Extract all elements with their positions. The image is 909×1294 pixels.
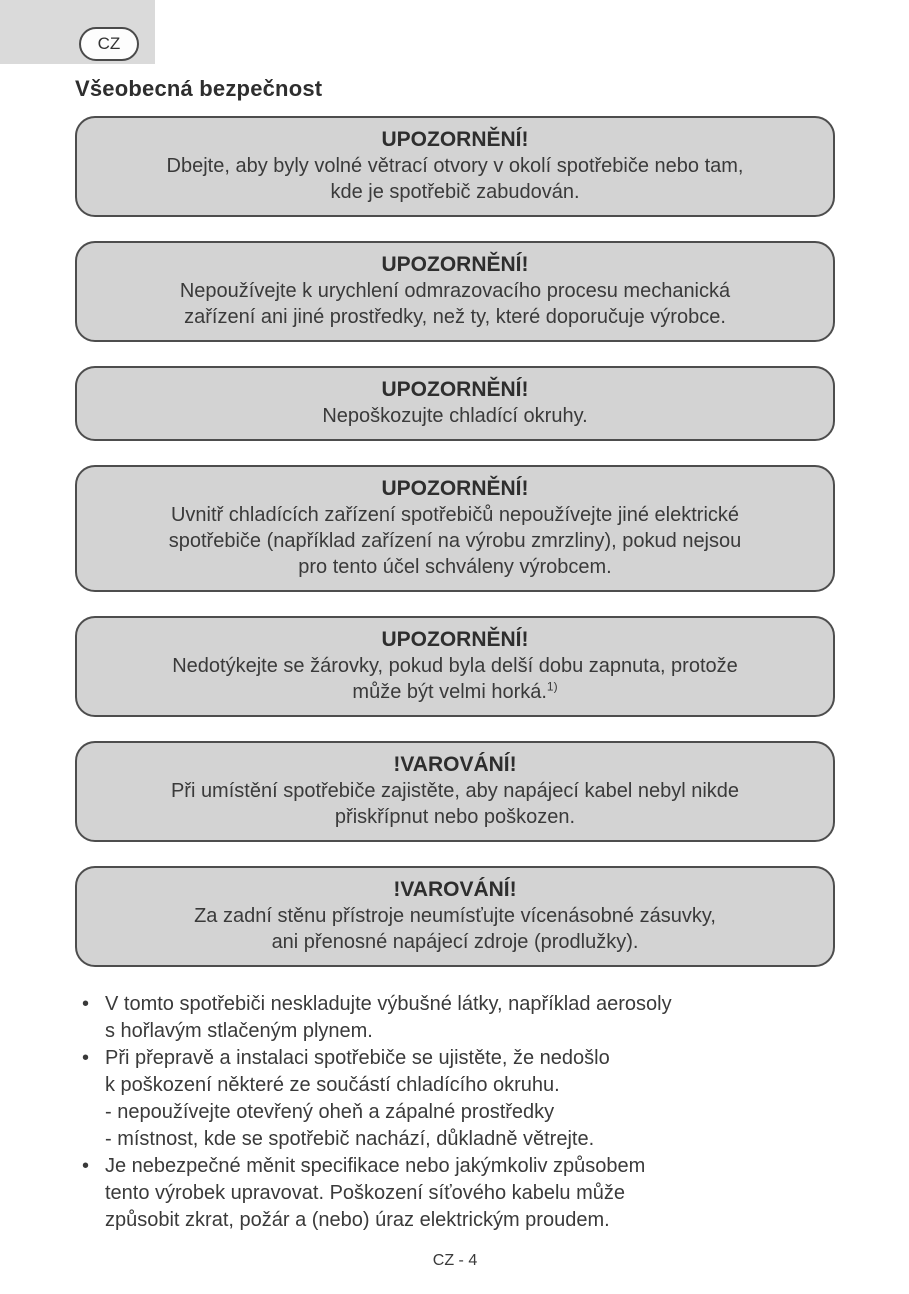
- list-item: [75, 1045, 835, 1153]
- warning-box-6: [75, 741, 835, 842]
- bullet-list: [75, 991, 835, 1234]
- warning-text-line: Nepoškozujte chladící okruhy.: [322, 405, 588, 427]
- warning-box-3: [75, 366, 835, 441]
- warning-text-line: Za zadní stěnu přístroje neumísťujte vícenásobné zásuvky,: [194, 905, 716, 927]
- warning-text-line: [95, 679, 815, 705]
- warning-text-line: pro tento účel schváleny výrobcem.: [298, 556, 612, 578]
- warning-text-line: zařízení ani jiné prostředky, než ty, které doporučuje výrobce.: [184, 306, 726, 328]
- page-number: CZ - 4: [432, 1252, 478, 1269]
- bullet-text-line: - nepoužívejte otevřený oheň a zápalné prostředky: [105, 1101, 555, 1123]
- warning-box-4: [75, 465, 835, 592]
- bullet-text-line: s hořlavým stlačeným plynem.: [105, 1020, 373, 1042]
- bullet-marker: •: [82, 1047, 90, 1069]
- bullet-marker: •: [82, 1155, 90, 1177]
- warning-box-5: [75, 616, 835, 717]
- warning-box-7: [75, 866, 835, 967]
- warning-text-line: Nepoužívejte k urychlení odmrazovacího procesu mechanická: [179, 280, 731, 302]
- warning-text-line: Při umístění spotřebiče zajistěte, aby napájecí kabel nebyl nikde: [170, 780, 740, 802]
- warning-text-line: přiskřípnut nebo poškozen.: [334, 806, 576, 828]
- warning-heading: UPOZORNĚNÍ!: [381, 477, 529, 500]
- bullet-text-line: způsobit zkrat, požár a (nebo) úraz elektrickým proudem.: [105, 1209, 610, 1231]
- bullet-text-line: V tomto spotřebiči neskladujte výbušné látky, například aerosoly: [105, 993, 672, 1015]
- warning-heading: !VAROVÁNÍ!: [393, 878, 517, 901]
- bullet-marker: •: [82, 993, 90, 1015]
- footnote-reference: 1): [546, 679, 558, 694]
- list-item: [75, 991, 835, 1045]
- list-item-text: [105, 1045, 835, 1153]
- warning-text-line: spotřebiče (například zařízení na výrobu zmrzliny), pokud nejsou: [168, 530, 742, 552]
- bullet-text-line: Je nebezpečné měnit specifikace nebo jakýmkoliv způsobem: [105, 1155, 646, 1177]
- warning-heading: UPOZORNĚNÍ!: [381, 253, 529, 276]
- bullet-text-line: k poškození některé ze součástí chladícího okruhu.: [105, 1074, 560, 1096]
- bullet-text-line: - místnost, kde se spotřebič nachází, důkladně větrejte.: [105, 1128, 595, 1150]
- warning-text-line: kde je spotřebič zabudován.: [330, 181, 580, 203]
- warning-heading: UPOZORNĚNÍ!: [381, 378, 529, 401]
- warning-text-line: Nedotýkejte se žárovky, pokud byla delší dobu zapnuta, protože: [172, 655, 738, 677]
- warning-text-line: ani přenosné napájecí zdroje (prodlužky).: [271, 931, 639, 953]
- page-title: Všeobecná bezpečnost: [75, 76, 323, 101]
- warning-box-2: [75, 241, 835, 342]
- list-item: [75, 1153, 835, 1234]
- warning-text-line: Uvnitř chladících zařízení spotřebičů nepoužívejte jiné elektrické: [170, 504, 740, 526]
- warning-heading: UPOZORNĚNÍ!: [381, 128, 529, 151]
- warning-text-line: Dbejte, aby byly volné větrací otvory v okolí spotřebiče nebo tam,: [166, 155, 744, 177]
- language-badge: [79, 27, 139, 61]
- bullet-text-line: Při přepravě a instalaci spotřebiče se ujistěte, že nedošlo: [105, 1047, 610, 1069]
- warning-heading: !VAROVÁNÍ!: [393, 753, 517, 776]
- list-item-text: [105, 991, 835, 1045]
- warning-box-1: [75, 116, 835, 217]
- list-item-text: [105, 1153, 835, 1234]
- warning-text: může být velmi horká.: [352, 681, 547, 703]
- bullet-text-line: tento výrobek upravovat. Poškození síťového kabelu může: [105, 1182, 626, 1204]
- language-badge-label: CZ: [97, 34, 121, 53]
- warning-heading: UPOZORNĚNÍ!: [381, 628, 529, 651]
